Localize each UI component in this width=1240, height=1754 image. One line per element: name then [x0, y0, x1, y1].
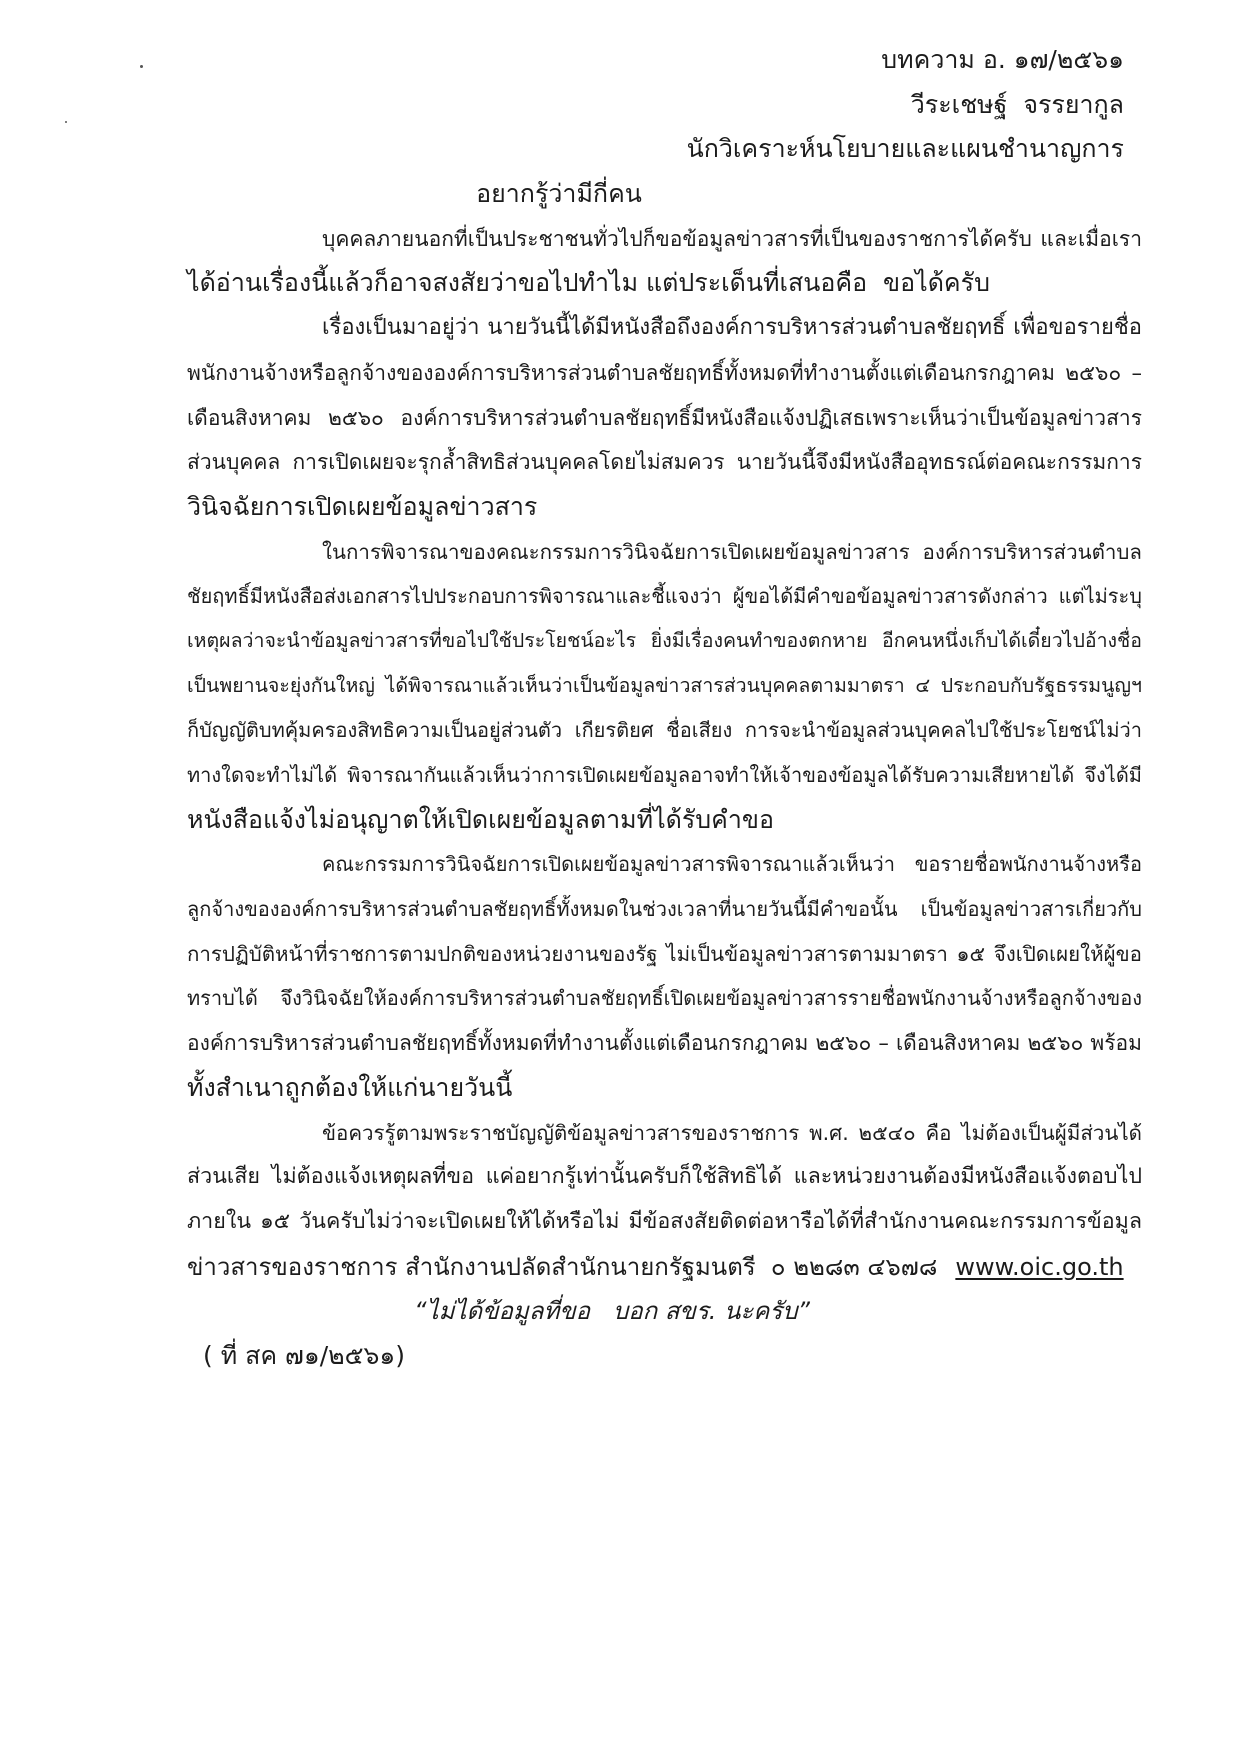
paragraph-line: หนังสือแจ้งไม่อนุญาตให้เปิดเผยข้อมูลตามที่ได้รับคำขอ — [187, 804, 775, 834]
paragraph-line: ข้อควรรู้ตามพระราชบัญญัติข้อมูลข่าวสารของราชการ พ.ศ. ๒๕๔๐ คือ ไม่ต้องเป็นผู้มีส่วนได้ — [322, 1120, 1142, 1145]
author-name: วีระเชษฐ์ จรรยากูล — [910, 89, 1124, 119]
paragraph-line: การปฏิบัติหน้าที่ราชการตามปกติของหน่วยงานของรัฐ ไม่เป็นข้อมูลข่าวสารตามมาตรา ๑๕ จึงเปิดเผยให้ผู้ขอ — [187, 941, 1142, 966]
paragraph-line: ก็บัญญัติบทคุ้มครองสิทธิความเป็นอยู่ส่วนตัว เกียรติยศ ชื่อเสียง การจะนำข้อมูลส่วนบุคคลไปใช้ประโยชน์ไม่ว่า — [187, 718, 1142, 743]
paragraph-line: ส่วนบุคคล การเปิดเผยจะรุกล้ำสิทธิส่วนบุคคลโดยไม่สมควร นายวันนี้จึงมีหนังสืออุทธรณ์ต่อคณะกรรมการ — [187, 450, 1142, 475]
paragraph-line: เดือนสิงหาคม ๒๕๖๐ องค์การบริหารส่วนตำบลชัยฤทธิ์มีหนังสือแจ้งปฏิเสธเพราะเห็นว่าเป็นข้อมูลข่าวสาร — [187, 405, 1142, 430]
author-position: นักวิเคราะห์นโยบายและแผนชำนาญการ — [686, 134, 1124, 164]
paragraph-line: เป็นพยานจะยุ่งกันใหญ่ ได้พิจารณาแล้วเห็นว่าเป็นข้อมูลข่าวสารส่วนบุคคลตามมาตรา ๔ ประกอบกับรัฐธรรมนูญฯ — [187, 673, 1142, 697]
article — [0, 38, 1240, 1379]
paragraph-line: ในการพิจารณาของคณะกรรมการวินิจฉัยการเปิดเผยข้อมูลข่าวสาร องค์การบริหารส่วนตำบล — [322, 539, 1142, 564]
paragraph-decision — [0, 842, 1240, 1110]
contact-line — [0, 1245, 1142, 1290]
paragraph-tips — [0, 1111, 1240, 1290]
paragraph-line: ทราบได้ จึงวินิจฉัยให้องค์การบริหารส่วนตำบลชัยฤทธิ์เปิดเผยข้อมูลข่าวสารรายชื่อพนักงานจ้างหรือลูกจ้างของ — [187, 986, 1142, 1011]
paragraph-line: ลูกจ้างขององค์การบริหารส่วนตำบลชัยฤทธิ์ทั้งหมดในช่วงเวลาที่นายวันนี้มีคำขอนั้น เป็นข้อมูลข่าวสารเกี่ยวกับ — [187, 897, 1142, 922]
paragraph-line: เหตุผลว่าจะนำข้อมูลข่าวสารที่ขอไปใช้ประโยชน์อะไร ยิ่งมีเรื่องคนทำของตกหาย อีกคนหนึ่งเก็บได้เดี๋ยวไปอ้างชื่อ — [187, 628, 1142, 652]
paragraph-line: บุคคลภายนอกที่เป็นประชาชนทั่วไปก็ขอข้อมูลข่าวสารที่เป็นของราชการได้ครับ และเมื่อเรา — [322, 226, 1142, 251]
paragraph-consideration — [0, 530, 1240, 843]
article-title: อยากรู้ว่ามีกี่คน — [476, 179, 642, 209]
paragraph-background — [0, 306, 1240, 529]
contact-text: ข่าวสารของราชการ สำนักงานปลัดสำนักนายกรัฐมนตรี ๐ ๒๒๘๓ ๔๖๗๘ — [187, 1252, 938, 1281]
paragraph-line: ทางใดจะทำไม่ได้ พิจารณากันแล้วเห็นว่าการเปิดเผยข้อมูลอาจทำให้เจ้าของข้อมูลได้รับความเสียหายได้ จึงได้มี — [187, 763, 1142, 787]
website-link: www.oic.go.th — [955, 1252, 1124, 1281]
paragraph-line: ได้อ่านเรื่องนี้แล้วก็อาจสงสัยว่าขอไปทำไม แต่ประเด็นที่เสนอคือ ขอได้ครับ — [187, 268, 990, 298]
paragraph-line: องค์การบริหารส่วนตำบลชัยฤทธิ์ทั้งหมดที่ทำงานตั้งแต่เดือนกรกฎาคม ๒๕๖๐ – เดือนสิงหาคม ๒๕๖๐ พร้อม — [187, 1031, 1142, 1056]
article-number: บทความ อ. ๑๗/๒๕๖๑ — [881, 45, 1124, 74]
paragraph-line: ภายใน ๑๕ วันครับไม่ว่าจะเปิดเผยให้ได้หรือไม่ มีข้อสงสัยติดต่อหารือได้ที่สำนักงานคณะกรรมการข้อมูล — [187, 1208, 1142, 1234]
reference-number: ( ที่ สค ๗๑/๒๕๖๑) — [203, 1340, 406, 1370]
closing-quote: “ไม่ได้ข้อมูลที่ขอ บอก สขร. นะครับ” — [414, 1297, 810, 1326]
paragraph-line: วินิจฉัยการเปิดเผยข้อมูลข่าวสาร — [187, 491, 538, 521]
paragraph-line: เรื่องเป็นมาอยู่ว่า นายวันนี้ได้มีหนังสือถึงองค์การบริหารส่วนตำบลชัยฤทธิ์ เพื่อขอรายชื่อ — [322, 315, 1142, 341]
paragraph-line: พนักงานจ้างหรือลูกจ้างขององค์การบริหารส่วนตำบลชัยฤทธิ์ทั้งหมดที่ทำงานตั้งแต่เดือนกรกฎาคม ๒๕๖๐ – — [187, 360, 1142, 385]
paragraph-line: คณะกรรมการวินิจฉัยการเปิดเผยข้อมูลข่าวสารพิจารณาแล้วเห็นว่า ขอรายชื่อพนักงานจ้างหรือ — [322, 852, 1142, 877]
paragraph-intro — [0, 217, 1240, 306]
paragraph-line: ชัยฤทธิ์มีหนังสือส่งเอกสารไปประกอบการพิจารณาและชี้แจงว่า ผู้ขอได้มีคำขอข้อมูลข่าวสารดังกล่าว แต่ไม่ระบุ — [187, 584, 1142, 609]
paragraph-line: ทั้งสำเนาถูกต้องให้แก่นายวันนี้ — [187, 1072, 513, 1102]
paragraph-line: ส่วนเสีย ไม่ต้องแจ้งเหตุผลที่ขอ แค่อยากรู้เท่านั้นครับก็ใช้สิทธิได้ และหน่วยงานต้องมีหนังสือแจ้งตอบไป — [187, 1164, 1142, 1190]
